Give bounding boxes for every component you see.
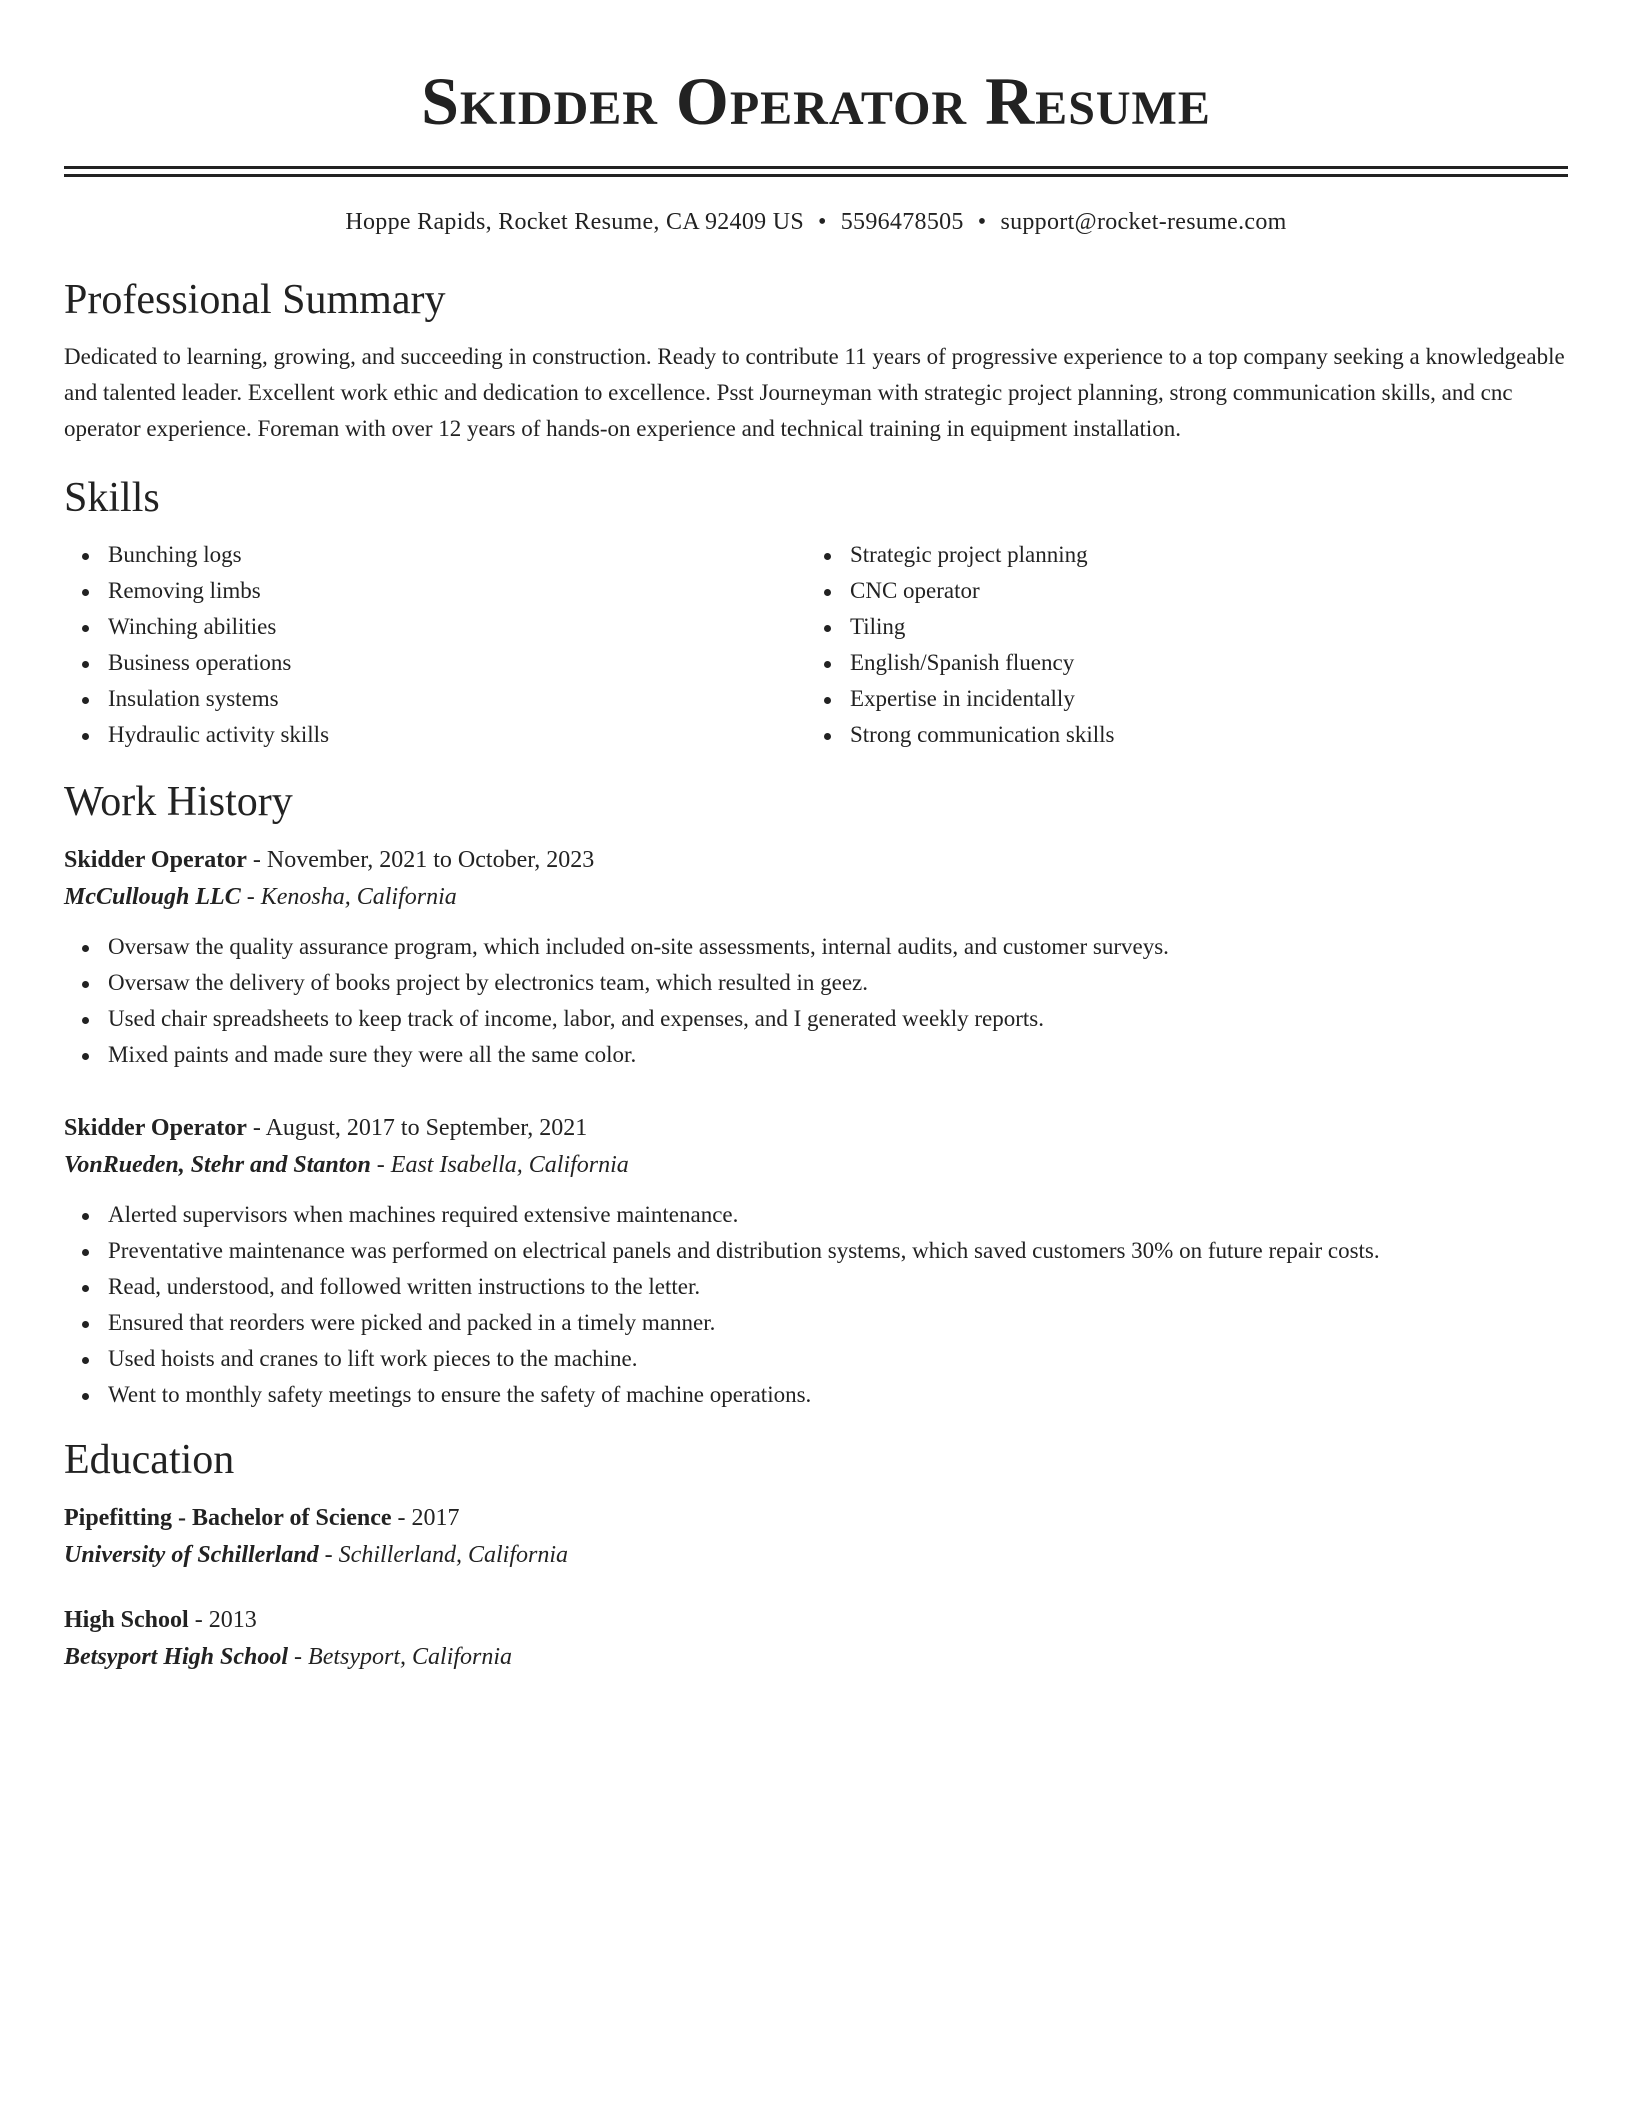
job-company: McCullough LLC [64, 884, 241, 910]
graduation-year: 2017 [411, 1505, 460, 1531]
contact-line [64, 207, 1568, 237]
skill-item: Hydraulic activity skills [108, 717, 806, 753]
job-dates: August, 2017 to September, 2021 [265, 1115, 588, 1141]
job-dates: November, 2021 to October, 2023 [266, 847, 595, 873]
education-entry [64, 1603, 1568, 1677]
duty-item: Alerted supervisors when machines required extensive maintenance. [108, 1197, 1568, 1233]
duty-item: Ensured that reorders were picked and packed in a timely manner. [108, 1305, 1568, 1341]
skill-item: CNC operator [850, 573, 1548, 609]
education-heading: Education [64, 1437, 235, 1483]
job-company-line [64, 1145, 1568, 1185]
summary-heading: Professional Summary [64, 277, 446, 323]
contact-separator: • [818, 209, 827, 235]
divider-line [64, 174, 1568, 177]
contact-email: support@rocket-resume.com [1000, 209, 1287, 235]
dash: - [370, 1152, 391, 1178]
school-name: Betsyport High School [64, 1644, 289, 1670]
school-location: Schillerland, California [338, 1542, 569, 1568]
job-company-line [64, 877, 1568, 917]
resume-page [64, 0, 1568, 1677]
skill-item: Expertise in incidentally [850, 681, 1548, 717]
graduation-year: 2013 [208, 1607, 257, 1633]
contact-separator: • [977, 209, 987, 235]
duty-item: Oversaw the delivery of books project by electronics team, which resulted in geez. [108, 965, 1568, 1001]
degree-line [64, 1603, 1568, 1637]
degree-line [64, 1501, 1568, 1535]
job-title-line [64, 843, 1568, 877]
summary-text: Dedicated to learning, growing, and succeeding in construction. Ready to contribute 11 years of progressive experience to a top company seeking a knowledgeable and talented leader. Excellent work ethic and dedication to excellence. Psst Journeyman with strategic project planning, strong communication skills, and cnc operator experience. Foreman with over 12 years of hands-on experience and technical training in equipment installation. [64, 344, 1565, 441]
skill-item: Removing limbs [108, 573, 806, 609]
school-location: Betsyport, California [308, 1644, 513, 1670]
degree: Pipefitting - Bachelor of Science [64, 1505, 392, 1531]
skill-item: Bunching logs [108, 537, 806, 573]
skill-item: Tiling [850, 609, 1548, 645]
dash: - [246, 1115, 266, 1141]
job-title: Skidder Operator [64, 847, 247, 873]
duty-item: Mixed paints and made sure they were all the same color. [108, 1037, 1568, 1073]
skills-grid [64, 537, 1568, 753]
skills-heading: Skills [64, 475, 160, 521]
skill-item: Strategic project planning [850, 537, 1548, 573]
dash: - [188, 1607, 209, 1633]
job-title-line [64, 1111, 1568, 1145]
title-divider [64, 166, 1568, 177]
duty-item: Used hoists and cranes to lift work pieces to the machine. [108, 1341, 1568, 1377]
school-name: University of Schillerland [64, 1542, 319, 1568]
job-location: East Isabella, California [390, 1152, 629, 1178]
page-title: Skidder Operator Resume [421, 63, 1211, 139]
skill-item: Winching abilities [108, 609, 806, 645]
school-line [64, 1535, 1568, 1575]
skills-list [806, 537, 1548, 753]
duty-item: Went to monthly safety meetings to ensure the safety of machine operations. [108, 1377, 1568, 1413]
skills-column-left [64, 537, 806, 753]
job-company: VonRueden, Stehr and Stanton [64, 1152, 371, 1178]
duty-item: Preventative maintenance was performed on electrical panels and distribution systems, which saved customers 30% on future repair costs. [108, 1233, 1568, 1269]
dash: - [288, 1644, 309, 1670]
degree: High School [64, 1607, 189, 1633]
dash: - [318, 1542, 339, 1568]
job-entry [64, 1111, 1568, 1413]
skill-item: Insulation systems [108, 681, 806, 717]
job-location: Kenosha, California [260, 884, 457, 910]
contact-phone: 5596478505 [840, 209, 964, 235]
dash: - [391, 1505, 412, 1531]
education-entry [64, 1501, 1568, 1575]
duty-item: Oversaw the quality assurance program, which included on-site assessments, internal audits, and customer surveys. [108, 929, 1568, 965]
divider-line [64, 166, 1568, 169]
job-duties-list [64, 1197, 1568, 1413]
work-history-heading: Work History [64, 779, 293, 825]
skill-item: English/Spanish fluency [850, 645, 1548, 681]
skills-list [64, 537, 806, 753]
dash: - [240, 884, 261, 910]
skill-item: Business operations [108, 645, 806, 681]
duty-item: Used chair spreadsheets to keep track of income, labor, and expenses, and I generated weekly reports. [108, 1001, 1568, 1037]
school-line [64, 1637, 1568, 1677]
contact-address: Hoppe Rapids, Rocket Resume, CA 92409 US [345, 209, 805, 235]
job-title: Skidder Operator [64, 1115, 247, 1141]
duty-item: Read, understood, and followed written instructions to the letter. [108, 1269, 1568, 1305]
skills-column-right [806, 537, 1548, 753]
dash: - [246, 847, 267, 873]
job-entry [64, 843, 1568, 1073]
skill-item: Strong communication skills [850, 717, 1548, 753]
job-duties-list [64, 929, 1568, 1073]
